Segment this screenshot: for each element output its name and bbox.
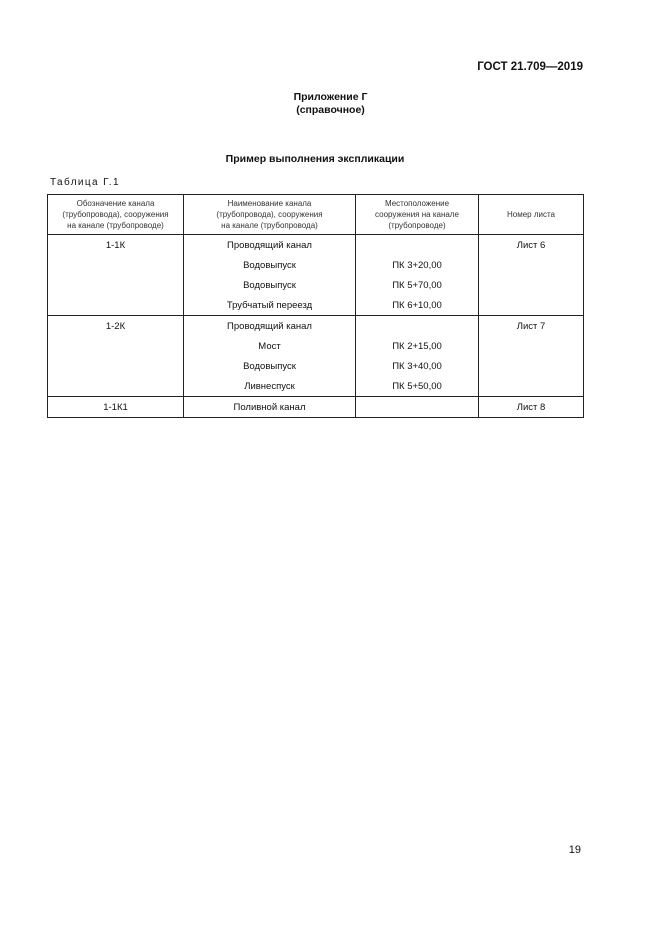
cell-designation [48,376,184,397]
cell-sheet: Лист 6 [479,235,584,256]
cell-name: Трубчатый переезд [184,295,356,316]
cell-name: Поливной канал [184,397,356,418]
cell-designation [48,295,184,316]
cell-designation [48,255,184,275]
cell-sheet [479,255,584,275]
cell-designation [48,356,184,376]
cell-location: ПК 5+70,00 [356,275,479,295]
cell-sheet [479,336,584,356]
table-row [48,275,584,295]
cell-name: Ливнеспуск [184,376,356,397]
header-location [356,195,479,235]
table-row [48,255,584,275]
cell-designation [48,336,184,356]
table-label: Таблица Г.1 [50,177,120,188]
cell-location: ПК 2+15,00 [356,336,479,356]
header-line: сооружения на канале [375,210,459,219]
cell-name: Водовыпуск [184,356,356,376]
cell-location [356,235,479,256]
cell-location: ПК 6+10,00 [356,295,479,316]
standard-header: ГОСТ 21.709—2019 [477,61,583,73]
header-line: Местоположение [384,199,450,208]
header-line: Номер листа [506,210,555,219]
cell-name: Мост [184,336,356,356]
cell-designation [48,275,184,295]
header-designation [48,195,184,235]
cell-sheet [479,356,584,376]
table-row [48,316,584,337]
header-line: Обозначение канала [76,199,155,208]
cell-sheet: Лист 7 [479,316,584,337]
table-row [48,336,584,356]
table-row [48,295,584,316]
cell-location: ПК 5+50,00 [356,376,479,397]
cell-name: Проводящий канал [184,316,356,337]
cell-name: Водовыпуск [184,255,356,275]
appendix-heading [0,91,661,117]
header-name [184,195,356,235]
cell-designation: 1-1К [48,235,184,256]
header-line: (трубопровода), сооружения [216,210,323,219]
page-number: 19 [568,844,581,856]
header-line: на канале (трубопровода) [221,221,318,230]
cell-location: ПК 3+40,00 [356,356,479,376]
table-row [48,376,584,397]
header-line: на канале (трубопроводе) [67,221,164,230]
cell-designation: 1-1К1 [48,397,184,418]
table-row [48,356,584,376]
cell-sheet [479,295,584,316]
header-sheet [479,195,584,235]
example-title: Пример выполнения экспликации [225,153,405,165]
table-header-row [48,195,584,235]
table-row [48,235,584,256]
header-line: (трубопровода), сооружения [62,210,169,219]
cell-sheet [479,275,584,295]
cell-location [356,397,479,418]
cell-sheet: Лист 8 [479,397,584,418]
appendix-subtitle: (справочное) [296,104,365,116]
header-line: (трубопроводе) [388,221,446,230]
table-row [48,397,584,418]
appendix-title: Приложение Г [293,91,368,103]
cell-designation: 1-2К [48,316,184,337]
cell-location [356,316,479,337]
cell-name: Водовыпуск [184,275,356,295]
header-line: Наименование канала [227,199,312,208]
explication-table [47,194,584,418]
cell-location: ПК 3+20,00 [356,255,479,275]
cell-name: Проводящий канал [184,235,356,256]
cell-sheet [479,376,584,397]
